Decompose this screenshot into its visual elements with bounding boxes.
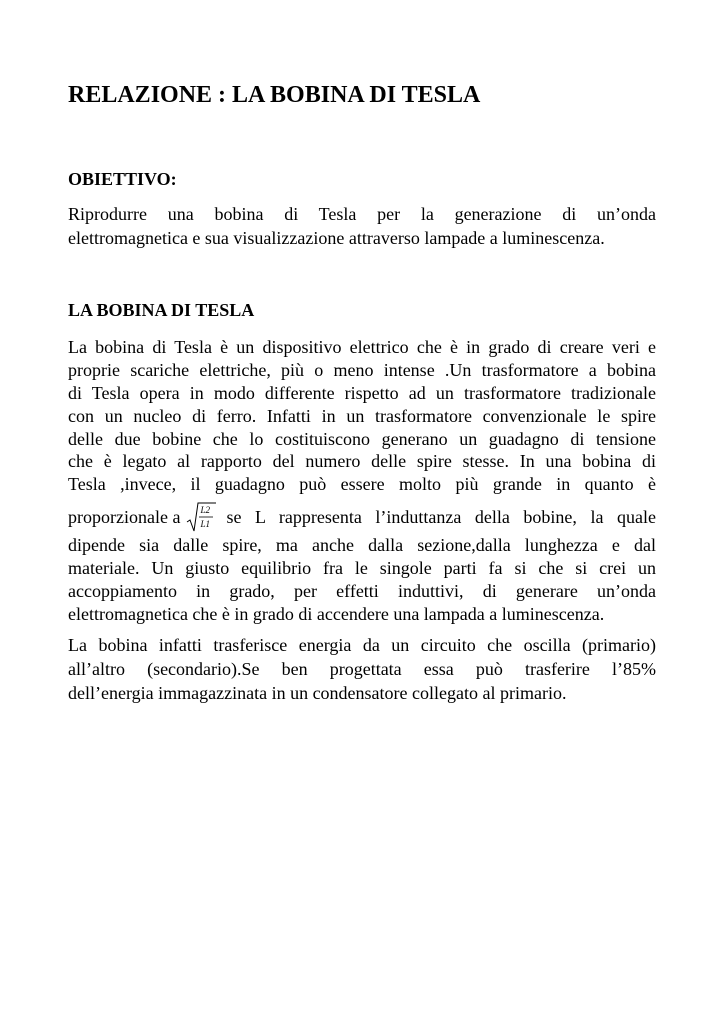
- numerator: L2: [200, 505, 210, 515]
- text-line: accoppiamento in grado, per effetti induttivi, di generare un’onda: [68, 581, 656, 601]
- text-line: che è legato al rapporto del numero delle spire stesse. In una bobina di: [68, 451, 656, 471]
- formula-line: [68, 504, 656, 530]
- text-line: Tesla ,invece, il guadagno può essere molto più grande in quanto è: [68, 474, 656, 494]
- denominator: L1: [200, 519, 210, 529]
- text-line: dipende sia dalle spire, ma anche dalla sezione,dalla lunghezza e dal: [68, 535, 656, 555]
- text-line: proprie scariche elettriche, più o meno intense .Un trasformatore a bobina: [68, 360, 656, 380]
- text-line: materiale. Un giusto equilibrio fra le singole parti fa si che si crei un: [68, 558, 656, 578]
- text-line: delle due bobine che lo costituiscono generano un guadagno di tensione: [68, 429, 656, 449]
- section-heading-obiettivo: OBIETTIVO:: [68, 169, 177, 189]
- text-line: all’altro (secondario).Se ben progettata essa può trasferire l’85%: [68, 659, 656, 679]
- document-title: RELAZIONE : LA BOBINA DI TESLA: [68, 82, 481, 108]
- section-heading-bobina: LA BOBINA DI TESLA: [68, 300, 255, 320]
- text-line: La bobina di Tesla è un dispositivo elettrico che è in grado di creare veri e: [68, 337, 656, 357]
- text-line: elettromagnetica e sua visualizzazione attraverso lampade a luminescenza.: [68, 228, 605, 248]
- text-line: dell’energia immagazzinata in un condensatore collegato al primario.: [68, 683, 567, 703]
- sqrt-fraction-formula: [186, 502, 216, 532]
- text-line: elettromagnetica che è in grado di accendere una lampada a luminescenza.: [68, 604, 605, 624]
- text-line: La bobina infatti trasferisce energia da un circuito che oscilla (primario): [68, 635, 656, 655]
- text-fragment: proporzionale a: [68, 507, 181, 527]
- text-line: Riprodurre una bobina di Tesla per la generazione di un’onda: [68, 204, 656, 224]
- text-fragment: se L rappresenta l’induttanza della bobine, la quale: [226, 507, 656, 527]
- text-line: di Tesla opera in modo differente rispetto ad un trasformatore tradizionale: [68, 383, 656, 403]
- text-line: con un nucleo di ferro. Infatti in un trasformatore convenzionale le spire: [68, 406, 656, 426]
